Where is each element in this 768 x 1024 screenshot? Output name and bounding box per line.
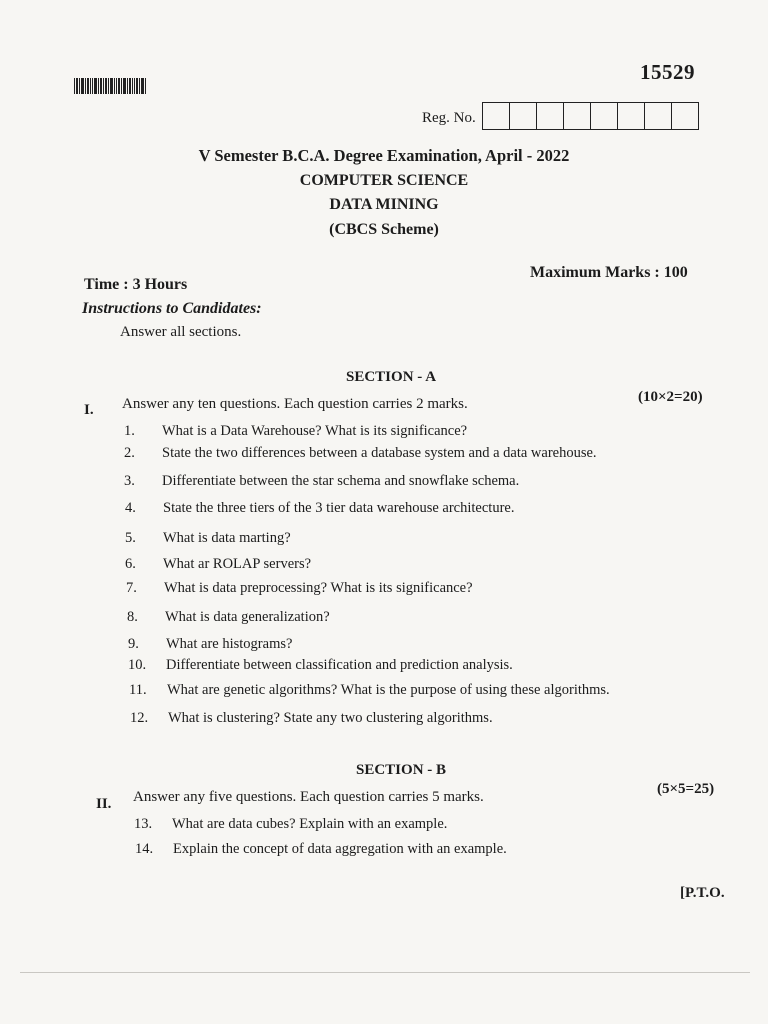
reg-box	[537, 103, 564, 129]
question-item	[125, 556, 311, 573]
reg-box	[483, 103, 510, 129]
question-text: What is data preprocessing? What is its significance?	[164, 580, 473, 596]
section-b-intro: Answer any five questions. Each question carries 5 marks.	[133, 789, 484, 805]
scheme-label: (CBCS Scheme)	[329, 221, 439, 238]
paper-code: 15529	[640, 60, 695, 84]
question-number: 12.	[130, 710, 149, 726]
question-number: 3.	[124, 473, 135, 489]
question-item	[124, 423, 467, 440]
max-marks-label: Maximum Marks : 100	[530, 264, 688, 281]
question-item	[125, 530, 291, 547]
question-text: Differentiate between the star schema and snowflake schema.	[162, 473, 520, 489]
reg-no-label: Reg. No.	[422, 110, 476, 126]
question-text: State the three tiers of the 3 tier data warehouse architecture.	[163, 500, 515, 516]
question-number: 9.	[128, 636, 139, 652]
paper-title: DATA MINING	[329, 196, 439, 213]
section-a-marks: (10×2=20)	[638, 389, 703, 405]
instructions-label: Instructions to Candidates:	[82, 300, 262, 317]
question-text: What are histograms?	[166, 636, 293, 652]
question-text: What are data cubes? Explain with an example.	[172, 816, 448, 832]
section-a-intro: Answer any ten questions. Each question carries 2 marks.	[122, 396, 468, 412]
question-number: 7.	[126, 580, 137, 596]
question-number: 6.	[125, 556, 136, 572]
reg-box	[564, 103, 591, 129]
subject-title: COMPUTER SCIENCE	[299, 172, 469, 189]
barcode	[74, 78, 158, 94]
question-text: What is data generalization?	[165, 609, 330, 625]
question-text: What are genetic algorithms? What is the purpose of using these algorithms.	[167, 682, 610, 698]
question-number: 13.	[134, 816, 153, 832]
question-number: 5.	[125, 530, 136, 546]
question-number: 1.	[124, 423, 135, 439]
question-item	[128, 636, 292, 653]
question-item	[134, 816, 447, 833]
question-item	[127, 609, 330, 626]
reg-no-boxes	[482, 102, 699, 130]
reg-box	[672, 103, 698, 129]
section-b-title: SECTION - B	[356, 762, 447, 778]
question-item	[124, 473, 519, 490]
question-item	[126, 580, 473, 597]
section-b-roman: II.	[96, 796, 112, 812]
question-item	[124, 445, 597, 462]
question-text: State the two differences between a database system and a data warehouse.	[162, 445, 597, 461]
question-number: 11.	[129, 682, 147, 698]
reg-box	[591, 103, 618, 129]
question-item	[135, 841, 507, 858]
reg-box	[645, 103, 672, 129]
question-number: 4.	[125, 500, 136, 516]
reg-box	[510, 103, 537, 129]
question-item	[130, 710, 493, 727]
exam-title: V Semester B.C.A. Degree Examination, April - 2022	[198, 146, 570, 165]
question-number: 10.	[128, 657, 147, 673]
question-item	[125, 500, 514, 517]
question-item	[129, 682, 610, 699]
question-text: Explain the concept of data aggregation with an example.	[173, 841, 507, 857]
question-item	[128, 657, 513, 674]
question-text: What is clustering? State any two clustering algorithms.	[168, 710, 493, 726]
question-text: Differentiate between classification and prediction analysis.	[166, 657, 513, 673]
bottom-divider	[20, 972, 750, 973]
reg-box	[618, 103, 645, 129]
question-number: 2.	[124, 445, 135, 461]
section-b-marks: (5×5=25)	[657, 781, 715, 797]
question-text: What ar ROLAP servers?	[163, 556, 312, 572]
time-label: Time : 3 Hours	[84, 276, 188, 293]
question-text: What is a Data Warehouse? What is its significance?	[162, 423, 468, 439]
instructions-text: Answer all sections.	[120, 324, 242, 340]
question-number: 8.	[127, 609, 138, 625]
pto-label: [P.T.O.	[680, 885, 725, 901]
section-a-roman: I.	[84, 402, 94, 418]
question-text: What is data marting?	[163, 530, 291, 546]
section-a-title: SECTION - A	[346, 369, 437, 385]
question-number: 14.	[135, 841, 154, 857]
